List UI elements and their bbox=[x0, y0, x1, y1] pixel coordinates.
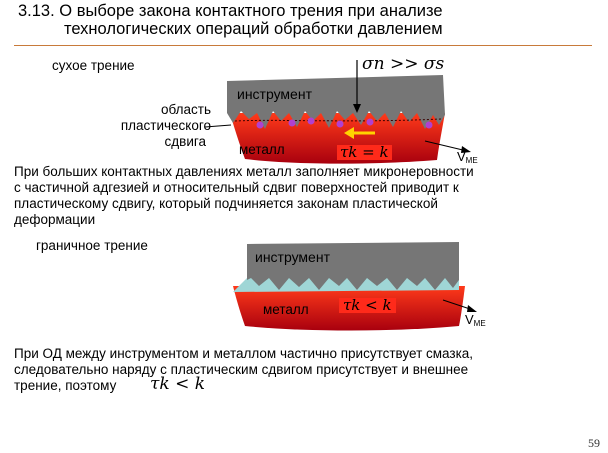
sigma-relation: σn >> σs bbox=[362, 54, 445, 74]
dry-friction-label: сухое трение bbox=[52, 58, 135, 73]
paragraph-1-line-1: При больших контактных давлениях металл заполняет микронеровности bbox=[14, 164, 474, 179]
paragraph-2-line-2: следовательно наряду с пластическим сдвигом присутствует и внешнее bbox=[14, 362, 469, 377]
boundary-friction-label: граничное трение bbox=[36, 238, 148, 253]
slide-title bbox=[18, 2, 598, 38]
tau-less-k: τk < k bbox=[339, 298, 396, 313]
title-line-1: 3.13. О выборе закона контактного трения при анализе bbox=[18, 2, 443, 20]
paragraph-1-line-4: деформации bbox=[14, 212, 96, 227]
boundary-friction-diagram bbox=[225, 240, 515, 340]
paragraph-1-line-3: пластическому сдвигу, который подчиняется законам пластической bbox=[14, 196, 438, 211]
paragraph-2-formula: τk < k bbox=[150, 374, 206, 394]
page-number: 59 bbox=[588, 436, 600, 450]
tool-label: инструмент bbox=[255, 249, 330, 265]
title-underline bbox=[14, 45, 592, 46]
plastic-region-label-2: пластического bbox=[120, 118, 211, 133]
tau-equal-k: τk = k bbox=[337, 145, 392, 160]
velocity-label: VМЕ bbox=[457, 149, 478, 165]
plastic-region-label-1: область bbox=[161, 102, 211, 117]
tool-label: инструмент bbox=[237, 86, 312, 102]
plastic-region-label-3: сдвига bbox=[164, 134, 206, 149]
title-line-2: технологических операций обработки давлением bbox=[64, 20, 443, 38]
paragraph-2-line-3: трение, поэтому bbox=[14, 378, 117, 393]
metal-label: металл bbox=[263, 302, 309, 317]
metal-label: металл bbox=[239, 142, 285, 157]
paragraph-2-line-1: При ОД между инструментом и металлом частично присутствует смазка, bbox=[14, 346, 474, 361]
paragraph-1-line-2: с частичной адгезией и относительный сдвиг поверхностей приводит к bbox=[14, 180, 459, 195]
velocity-label: VМЕ bbox=[465, 312, 486, 328]
